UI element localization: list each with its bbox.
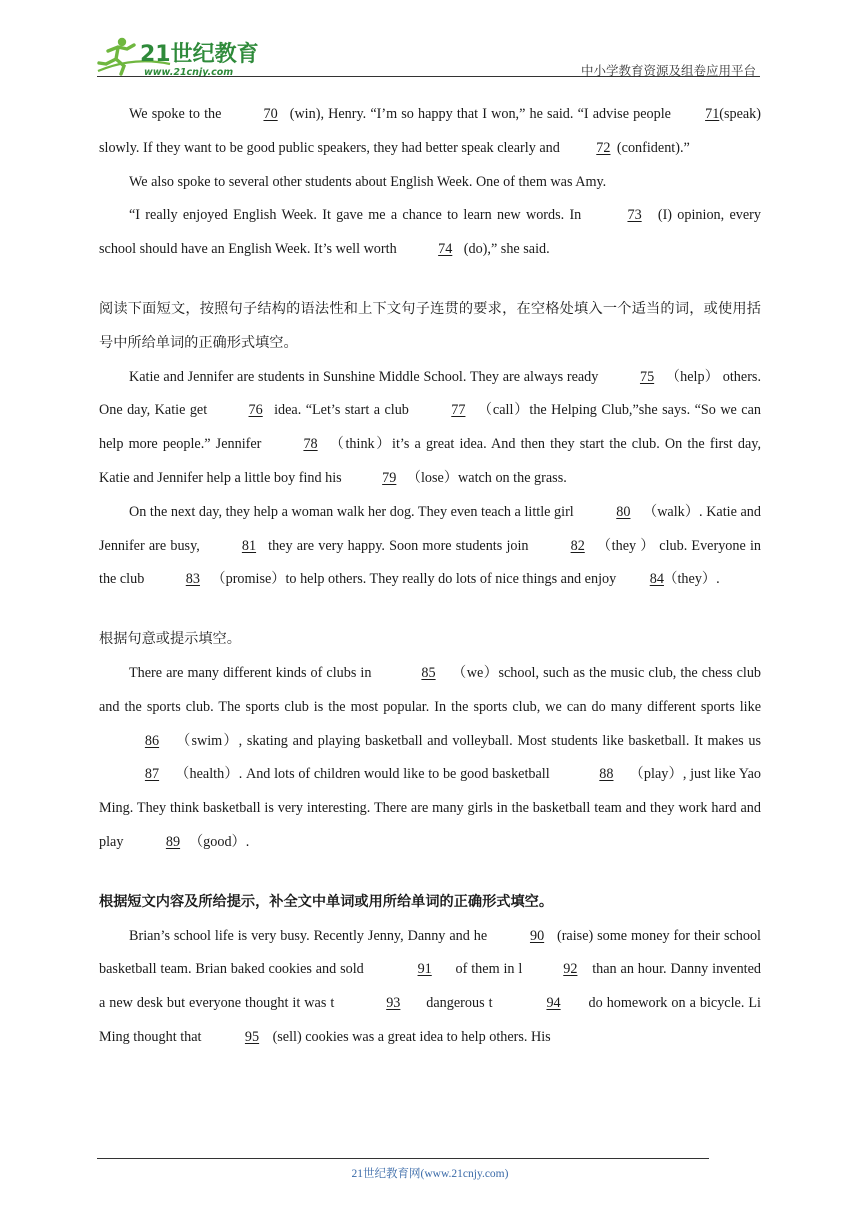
blank-84[interactable]: 84 (649, 571, 664, 588)
blank-73[interactable]: 73 (627, 207, 642, 224)
section-instruction: 根据句意或提示填空。 (99, 631, 241, 648)
blank-91[interactable]: 91 (417, 961, 432, 978)
blank-87[interactable]: 87 (144, 766, 160, 783)
blank-75[interactable]: 75 (639, 368, 655, 385)
document-body (99, 98, 761, 1055)
blank-88[interactable]: 88 (599, 766, 614, 783)
blank-86[interactable]: 86 (144, 732, 160, 749)
section-instruction: 阅读下面短文，按照句子结构的语法性和上下文句子连贯的要求，在空格处填入一个适当的词，或使用括号中所给单词的正确形式填空。 (99, 300, 761, 351)
paragraph: We spoke to the 70 (win), Henry. “I’m so happy that I won,” he said. “I advise people 71 (speak) slowly. If they want to be good public speakers, they had better speak clearly and 72 (confident).” (99, 98, 761, 166)
footer-text: 21世纪教育网(www.21cnjy.com) (351, 1168, 509, 1180)
blank-95[interactable]: 95 (244, 1028, 260, 1045)
blank-71[interactable]: 71 (705, 106, 720, 122)
blank-93[interactable]: 93 (386, 995, 401, 1012)
logo-graphic (94, 34, 264, 80)
paragraph: “I really enjoyed English Week. It gave me a chance to learn new words. In 73 (I) opinion, every school should have an English Week. It’s well worth 74 (do),” she said. (99, 199, 761, 267)
svg-text:21世纪教育: 21世纪教育 (140, 42, 259, 67)
blank-90[interactable]: 90 (529, 927, 545, 944)
blank-81[interactable]: 81 (241, 537, 257, 554)
paragraph: Brian’s school life is very busy. Recently Jenny, Danny and he 90 (raise) some money for their school basketball team. Brian baked cookies and sold 91 of them in l 92 than an hour. Danny invented a new desk but everyone thought it was t 93 dangerous t 94 do homework on a bicycle. Li Ming thought that 95 (sell) cookies was a great idea to help others. His (99, 920, 761, 1055)
site-logo (94, 34, 264, 80)
blank-83[interactable]: 83 (185, 571, 200, 588)
blank-78[interactable]: 78 (303, 436, 318, 453)
blank-89[interactable]: 89 (165, 833, 181, 850)
blank-85[interactable]: 85 (421, 664, 436, 681)
section-instruction: 根据短文内容及所给提示，补全文中单词或用所给单词的正确形式填空。 (99, 893, 554, 910)
blank-79[interactable]: 79 (382, 469, 397, 486)
svg-text:www.21cnjy.com: www.21cnjy.com (144, 67, 234, 78)
page-header (0, 0, 860, 80)
blank-72[interactable]: 72 (596, 139, 611, 156)
blank-77[interactable]: 77 (451, 402, 466, 419)
blank-92[interactable]: 92 (563, 961, 578, 978)
footer-divider (97, 1158, 709, 1159)
header-divider (97, 76, 760, 77)
paragraph: There are many different kinds of clubs in 85 （we）school, such as the music club, the chess club and the sports club. The sports club is the most popular. In the sports club, we can do many different sports like 86 （swim）, skating and playing basketball and volleyball. Most students like basketball. It makes us 87 （health）. And lots of children would like to be good basketball 88 （play）, just like Yao Ming. They think basketball is very interesting. There are many girls in the basketball team and they work hard and play 89 （good）. (99, 657, 761, 860)
blank-80[interactable]: 80 (616, 503, 631, 520)
paragraph: We also spoke to several other students about English Week. One of them was Amy. (129, 173, 607, 190)
paragraph: On the next day, they help a woman walk her dog. They even teach a little girl 80 （walk）. Katie and Jennifer are busy, 81 they are very happy. Soon more students join 82 （they ） club. Everyone in the club 83 （promise）to help others. They really do lots of nice things and enjoy 84 （they）. (99, 496, 761, 597)
platform-title: 中小学教育资源及组卷应用平台 (580, 63, 756, 78)
blank-94[interactable]: 94 (546, 995, 561, 1012)
blank-74[interactable]: 74 (438, 241, 453, 258)
blank-70[interactable]: 70 (263, 106, 278, 122)
blank-76[interactable]: 76 (248, 402, 263, 419)
blank-82[interactable]: 82 (570, 537, 585, 554)
paragraph: Katie and Jennifer are students in Sunshine Middle School. They are always ready 75 （help） others. One day, Katie get 76 idea. “Let’s start a club 77 （call）the Helping Club,”she says. “So we can help more people.” Jennifer 78 （think）it’s a great idea. And then they start the club. On the first day, Katie and Jennifer help a little boy find his 79 （lose）watch on the grass. (99, 361, 761, 496)
